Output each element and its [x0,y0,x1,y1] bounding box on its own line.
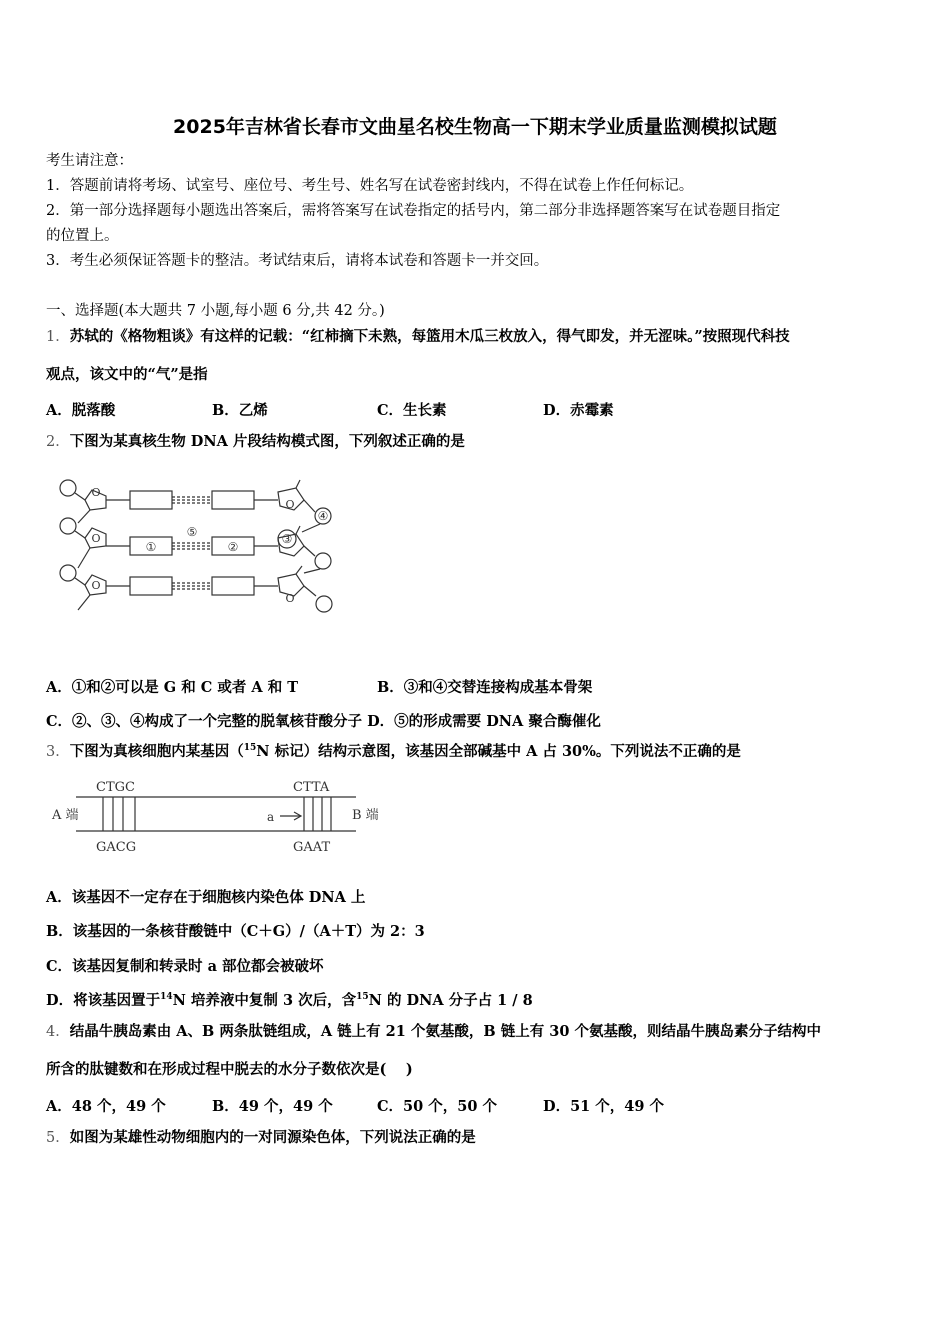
top-right-seq: CTTA [293,780,330,795]
isotope-superscript: 14 [160,992,173,1003]
option-text: D．将该基因置于 [46,992,161,1009]
label-4: ④ [317,509,329,523]
question-number: 1． [46,329,70,345]
question-stem: 下图为某真核生物 DNA 片段结构模式图，下列叙述正确的是 [69,433,465,450]
phosphate-circle [60,565,76,581]
question-stem-a: 下图为真核细胞内某基因（ [69,743,244,760]
label-2: ② [227,540,239,554]
q3-option-d [46,989,533,1010]
q1-option-b: B．乙烯 [212,402,268,419]
question-4-cont: 所含的肽键数和在形成过程中脱去的水分子数依次是( ) [46,1061,413,1078]
q4-option-b: B．49 个，49 个 [212,1098,333,1115]
question-stem-b: N 标记）结构示意图，该基因全部碱基中 A 占 30%。下列说法不正确的是 [256,743,741,760]
q3-option-b: B．该基因的一条核苷酸链中（C＋G）/（A＋T）为 2：3 [46,923,425,940]
q3-option-c: C．该基因复制和转录时 a 部位都会被破坏 [46,958,324,975]
notice-item-2: 2．第一部分选择题每小题选出答案后，需将答案写在试卷指定的括号内，第二部分非选择题答案写在试卷题目指定 [46,203,781,219]
oxygen-label: O [91,532,101,545]
question-number: 5． [46,1130,70,1146]
question-number: 4． [46,1024,70,1040]
q2-option-b: B．③和④交替连接构成基本骨架 [377,679,593,696]
label-1: ① [145,540,157,554]
oxygen-label: O [285,498,295,511]
oxygen-label: O [91,579,101,592]
label-5: ⑤ [186,525,198,539]
gene-structure-figure [46,775,396,860]
bottom-left-seq: GACG [96,840,137,855]
bottom-right-seq: GAAT [293,840,331,855]
question-3 [46,743,741,761]
notice-heading: 考生请注意： [46,153,133,169]
option-text: N 培养液中复制 3 次后，含 [172,992,357,1009]
q3-option-a: A．该基因不一定存在于细胞核内染色体 DNA 上 [46,889,366,906]
isotope-superscript: 15 [243,743,257,754]
q1-option-a: A．脱落酸 [46,402,116,419]
question-1 [46,328,790,346]
question-2 [46,433,465,451]
label-3: ③ [281,532,293,546]
notice-item-1: 1．答题前请将考场、试室号、座位号、考生号、姓名写在试卷密封线内，不得在试卷上作任何标记。 [46,178,694,194]
q1-option-c: C．生长素 [377,402,447,419]
phosphate-circle [316,596,332,612]
isotope-superscript: 15 [356,992,369,1003]
arrow-label: a [267,810,275,824]
b-end-label: B 端 [352,808,379,823]
q4-option-c: C．50 个，50 个 [377,1098,497,1115]
phosphate-circle [315,553,331,569]
oxygen-label: O [285,592,295,605]
notice-item-2-cont: 的位置上。 [46,228,119,244]
option-text: N 的 DNA 分子占 1 / 8 [368,992,533,1009]
question-5 [46,1129,476,1147]
question-1-cont: 观点，该文中的“气”是指 [46,366,208,383]
question-stem: 苏轼的《格物粗谈》有这样的记载：“红柿摘下未熟，每篮用木瓜三枚放入，得气即发，并无涩味。”按照现代科技 [69,328,790,345]
phosphate-circle [60,480,76,496]
question-stem: 结晶牛胰岛素由 A、B 两条肽链组成，A 链上有 21 个氨基酸，B 链上有 30 个氨基酸，则结晶牛胰岛素分子结构中 [69,1023,821,1040]
a-end-label: A 端 [52,808,79,823]
q4-option-d: D．51 个，49 个 [543,1098,665,1115]
question-4 [46,1023,821,1041]
q4-option-a: A．48 个，49 个 [46,1098,166,1115]
q1-option-d: D．赤霉素 [543,402,614,419]
question-stem: 如图为某雄性动物细胞内的一对同源染色体，下列说法正确的是 [69,1129,476,1146]
oxygen-label: O [91,486,101,499]
question-number: 2． [46,434,70,450]
page-title: 2025年吉林省长春市文曲星名校生物高一下期末学业质量监测模拟试题 [173,116,777,138]
phosphate-circle [60,518,76,534]
dna-structure-figure [50,470,350,620]
question-number: 3． [46,744,70,760]
q2-option-a: A．①和②可以是 G 和 C 或者 A 和 T [46,679,299,696]
section-heading: 一、选择题(本大题共 7 小题,每小题 6 分,共 42 分。) [46,303,385,319]
q2-option-cd: C．②、③、④构成了一个完整的脱氧核苷酸分子 D．⑤的形成需要 DNA 聚合酶催化 [46,713,601,730]
notice-item-3: 3．考生必须保证答题卡的整洁。考试结束后，请将本试卷和答题卡一并交回。 [46,253,549,269]
top-left-seq: CTGC [96,780,135,795]
